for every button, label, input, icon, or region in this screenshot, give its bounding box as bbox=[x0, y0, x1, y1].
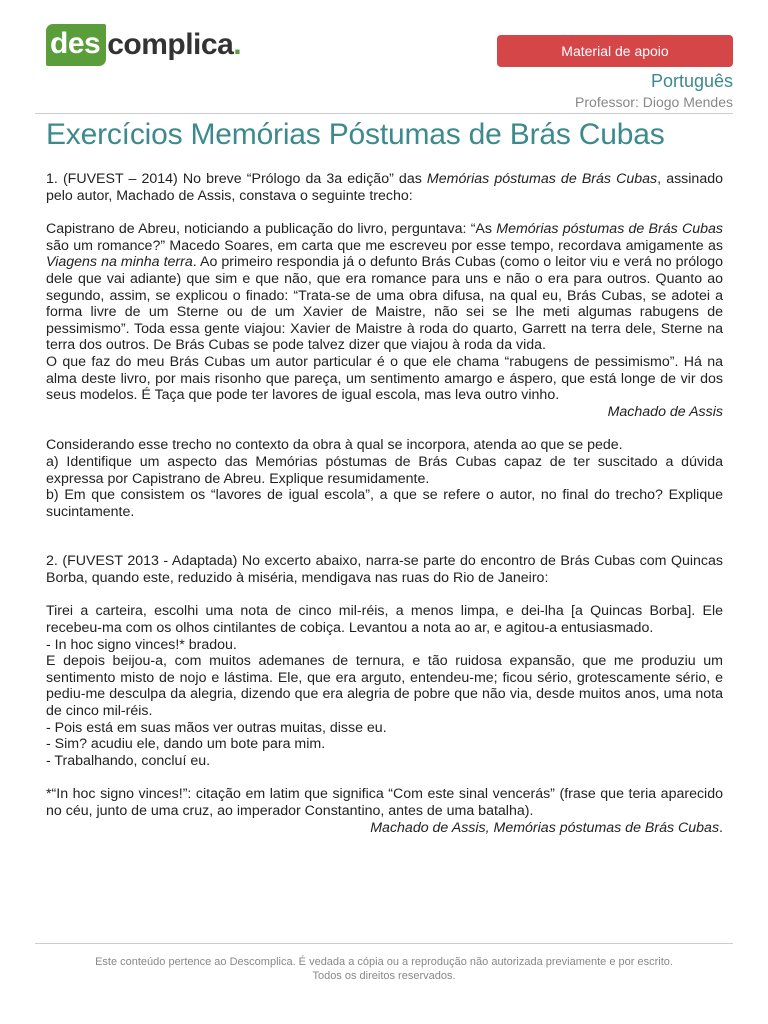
subject-label: Português bbox=[650, 71, 733, 91]
q1-intro-text: 1. (FUVEST – 2014) No breve “Prólogo da 3a edição” das bbox=[46, 171, 427, 187]
support-material-badge: Material de apoio bbox=[497, 35, 733, 67]
q2-source bbox=[46, 820, 723, 837]
q2-source-work: Memórias póstumas de Brás Cubas bbox=[493, 819, 720, 836]
descomplica-logo bbox=[46, 24, 241, 66]
q2-source-author: Machado de Assis, bbox=[370, 819, 494, 836]
q1-excerpt-italic-1: Memórias póstumas de Brás Cubas bbox=[496, 221, 723, 238]
logo-wordmark-text: complica bbox=[107, 28, 234, 61]
header-divider bbox=[35, 113, 733, 114]
q1-excerpt-text-b: são um romance?” Macedo Soares, em carta que me escreveu por esse tempo, recordava amigamente as bbox=[46, 237, 723, 254]
question-1-intro bbox=[46, 171, 723, 204]
q1-excerpt-author bbox=[46, 404, 723, 421]
q2-excerpt-line-2: - Pois está em suas mãos ver outras muitas, disse eu. bbox=[46, 719, 387, 736]
q1-author-name: Machado de Assis bbox=[607, 403, 723, 420]
logo-wordmark bbox=[107, 28, 241, 62]
q1-intro-text-end: , assinado pelo autor, Machado de Assis, constava o seguinte trecho: bbox=[46, 171, 723, 204]
q1-excerpt-text-a: Capistrano de Abreu, noticiando a publicação do livro, perguntava: “As bbox=[46, 221, 497, 238]
q2-excerpt-paragraph-2: E depois beijou-a, com muitos ademanes de ternura, e tão ruidosa expansão, que me produziu um sentimento misto de nojo e lástima. Ele, que era arguto, entendeu-me; ficou sério, grotescamente sério, e pediu-me desculpa da alegria, dizendo que era alegria de pobre que não via, desde muitos anos, uma nota de cinco mil-réis. bbox=[46, 653, 723, 720]
logo-dot: . bbox=[233, 28, 242, 61]
q2-excerpt-line-3: - Sim? acudiu ele, dando um bote para mim. bbox=[46, 736, 326, 753]
q1-intro-work-title: Memórias póstumas de Brás Cubas bbox=[426, 171, 658, 187]
q1-excerpt-paragraph-2: O que faz do meu Brás Cubas um autor particular é o que ele chama “rabugens de pessimismo”. Há na alma deste livro, por mais risonho que pareça, um sentimento amargo e áspero, que está longe de vir dos seus modelos. É Taça que pode ter lavores de igual escola, mas leva outro vinho. bbox=[46, 353, 723, 404]
teacher-label: Professor: Diogo Mendes bbox=[575, 94, 733, 110]
q2-source-end: . bbox=[719, 819, 723, 836]
page-title: Exercícios Memórias Póstumas de Brás Cubas bbox=[46, 118, 665, 151]
q2-excerpt-line-4: - Trabalhando, concluí eu. bbox=[46, 752, 211, 769]
copyright-line-1: Este conteúdo pertence ao Descomplica. É vedada a cópia ou a reprodução não autorizada previamente e por escrito. bbox=[95, 956, 673, 968]
q1-item-a: a) Identifique um aspecto das Memórias póstumas de Brás Cubas capaz de ter suscitado a dúvida expressa por Capistrano de Abreu. Explique resumidamente. bbox=[46, 453, 723, 487]
copyright-footer bbox=[0, 955, 768, 983]
question-2-intro: 2. (FUVEST 2013 - Adaptada) No excerto abaixo, narra-se parte do encontro de Brás Cubas com Quincas Borba, quando este, reduzido à miséria, mendigava nas ruas do Rio de Janeiro: bbox=[46, 553, 723, 586]
q1-item-b: b) Em que consistem os “lavores de igual escola”, a que se refere o autor, no final do trecho? Explique sucintamente. bbox=[46, 487, 723, 520]
footer-divider bbox=[35, 943, 733, 944]
q2-excerpt-paragraph-1: Tirei a carteira, escolhi uma nota de cinco mil-réis, a menos limpa, e dei-lha [a Quincas Borba]. Ele recebeu-ma com os olhos cintilantes de cobiça. Levantou a nota ao ar, e agitou-a entusiasmado. bbox=[46, 603, 723, 637]
q1-excerpt-italic-2: Viagens na minha terra bbox=[46, 254, 193, 271]
document-body bbox=[46, 171, 723, 836]
q1-excerpt-text-c: . Ao primeiro respondia já o defunto Brás Cubas (como o leitor viu e verá no prólogo dele que vai adiante) que sim e que não, que era romance para uns e não o era para outros. Quanto ao segundo, assim, se explicou o finado: “Trata-se de uma obra difusa, na qual eu, Brás Cubas, se adotei a forma livre de um Sterne ou de um Xavier de Maistre, não sei se lhe meti algumas rabugens de pessimismo”. Toda essa gente viajou: Xavier de Maistre à roda do quarto, Garrett na terra dele, Sterne na terra dos outros. De Brás Cubas se pode talvez dizer que viajou à roda da vida. bbox=[46, 254, 723, 354]
q2-excerpt-line-1: - In hoc signo vinces!* bradou. bbox=[46, 636, 237, 653]
q1-excerpt-paragraph-1 bbox=[46, 221, 723, 354]
q1-prompt: Considerando esse trecho no contexto da obra à qual se incorpora, atenda ao que se pede. bbox=[46, 437, 623, 454]
logo-mark: des bbox=[46, 24, 106, 66]
q2-footnote: *“In hoc signo vinces!”: citação em latim que significa “Com este sinal vencerás” (frase que teria aparecido no céu, junto de uma cruz, ao imperador Constantino, antes de uma batalha). bbox=[46, 786, 723, 819]
copyright-line-2: Todos os direitos reservados. bbox=[312, 970, 456, 982]
